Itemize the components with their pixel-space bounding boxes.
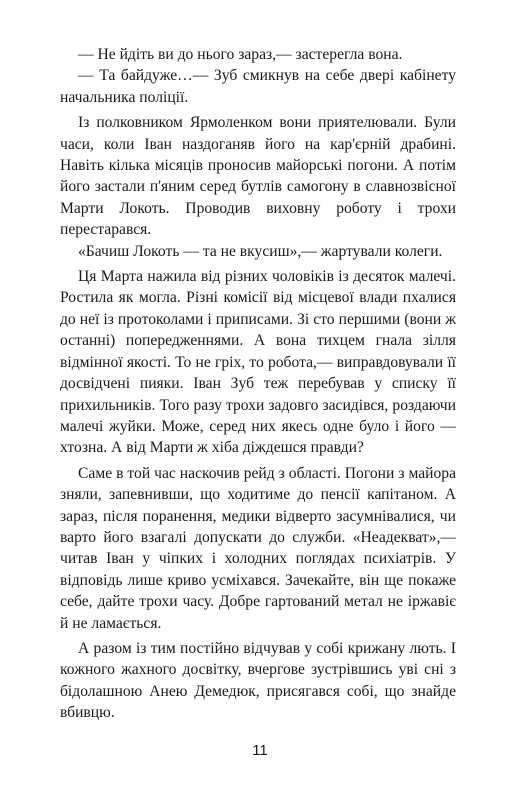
- page-text-block: [60, 44, 456, 724]
- page-number: 11: [252, 742, 268, 759]
- paragraph-4: «Бачиш Локоть — та не вкусиш»,— жартували колеги.: [78, 242, 443, 260]
- paragraph-7: А разом із тим постійно відчував у собі крижану лють. І кожного жахного досвітку, вчергове зустрівшись уві сні з бідолашною Анею Демедюк, присягався собі, що знайде вбивцю.: [60, 639, 456, 722]
- paragraph-6: Саме в той час наскочив рейд з області. Погони з майора зняли, запевнивши, що ходитиме до пенсії капітаном. А зараз, після поранення, медики відверто засумнівалися, чи варто його взагалі допускати до служби. «Неадекват»,— читав Іван у чіпких і холодних поглядах психіатрів. У відповідь лише криво усміхався. Зачекайте, він ще покаже себе, дайте трохи часу. Добре гартований метал не іржавіє й не ламається.: [60, 464, 456, 632]
- paragraph-5: Ця Марта нажила від різних чоловіків із десяток малечі. Ростила як могла. Різні комісії від місцевої влади пхалися до неї із протоколами і приписами. Зі сто першими (вони ж останні) попередженнями. А вона тихцем гнала зілля відмінної якості. То не гріх, то робота,— виправдовували її досвідчені пияки. Іван Зуб теж перебував у списку її прихильників. Того разу трохи задовго засидівся, роздаючи малечі жуйки. Може, серед них якесь одне було і його — хтозна. А від Марти ж хіба діждешся правди?: [60, 268, 456, 457]
- paragraph-2: — Та байдуже…— Зуб смикнув на себе двері кабінету начальника поліції.: [60, 67, 456, 106]
- paragraph-3: Із полковником Ярмоленком вони приятелювали. Були часи, коли Іван наздоганяв його на кар'єрній драбині. Навіть кілька місяців проносив майорські погони. А потім його застали п'яним серед бутлів самогону в славнозвісної Марти Локоть. Проводив виховну роботу і трохи перестарався.: [60, 114, 456, 239]
- paragraph-1: — Не йдіть ви до нього зараз,— застерегла вона.: [78, 46, 403, 63]
